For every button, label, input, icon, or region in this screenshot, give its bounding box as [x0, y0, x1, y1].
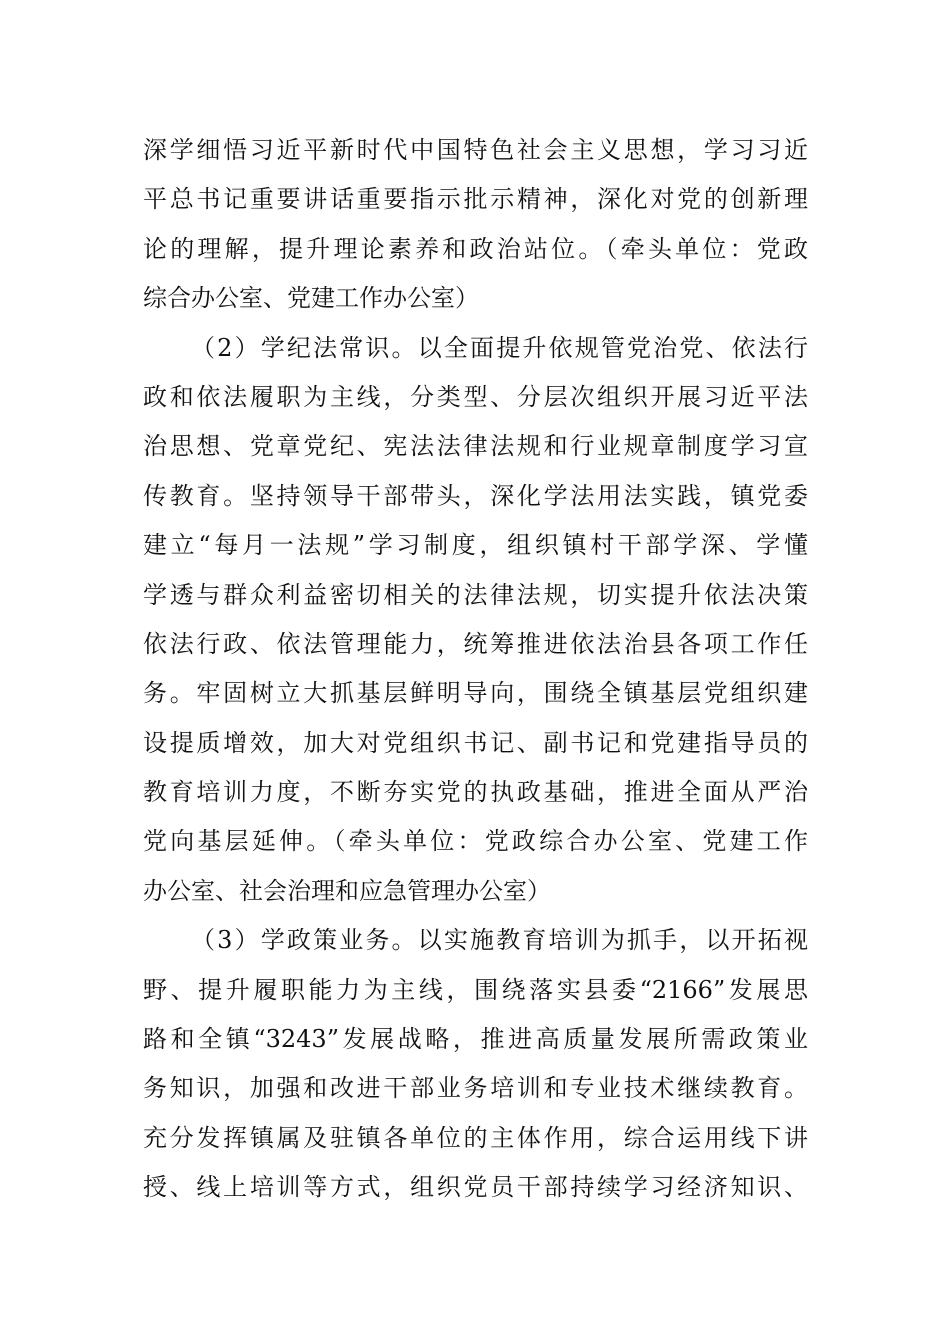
paragraph-line: 平总书记重要讲话重要指示批示精神，深化对党的创新理: [143, 185, 808, 214]
paragraph-line: 治思想、党章党纪、宪法法律法规和行业规章制度学习宣: [143, 432, 808, 461]
paragraph-line: 野、提升履职能力为主线，围绕落实县委“2166”发展思: [143, 975, 808, 1004]
paragraph-line: 传教育。坚持领导干部带头，深化学法用法实践，镇党委: [143, 481, 808, 510]
paragraph-line: 务。牢固树立大抓基层鲜明导向，围绕全镇基层党组织建: [143, 679, 808, 708]
paragraph-line: 学透与群众利益密切相关的法律法规，切实提升依法决策: [143, 580, 808, 609]
paragraph-line: 政和依法履职为主线，分类型、分层次组织开展习近平法: [143, 382, 808, 411]
paragraph-line: 设提质增效，加大对党组织书记、副书记和党建指导员的: [143, 728, 808, 757]
paragraph-line: 建立“每月一法规”学习制度，组织镇村干部学深、学懂: [143, 531, 808, 560]
paragraph-line: 办公室、社会治理和应急管理办公室）: [143, 876, 551, 905]
paragraph-line: 务知识，加强和改进干部业务培训和专业技术继续教育。: [143, 1074, 808, 1103]
paragraph-line: 教育培训力度，不断夯实党的执政基础，推进全面从严治: [143, 778, 808, 807]
paragraph-line: 充分发挥镇属及驻镇各单位的主体作用，综合运用线下讲: [143, 1123, 808, 1152]
paragraph-line: 党向基层延伸。（牵头单位：党政综合办公室、党建工作: [143, 827, 808, 856]
paragraph-line: 论的理解，提升理论素养和政治站位。（牵头单位：党政: [143, 234, 808, 263]
document-body: [143, 126, 808, 1213]
paragraph-line: 路和全镇“3243”发展战略，推进高质量发展所需政策业: [143, 1025, 808, 1054]
paragraph-line: （2）学纪法常识。以全面提升依规管党治党、依法行: [191, 333, 808, 362]
paragraph-line: 依法行政、依法管理能力，统筹推进依法治县各项工作任: [143, 629, 808, 658]
paragraph-line: 授、线上培训等方式，组织党员干部持续学习经济知识、: [143, 1173, 808, 1202]
paragraph-line: 深学细悟习近平新时代中国特色社会主义思想，学习习近: [143, 136, 808, 164]
paragraph-line: （3）学政策业务。以实施教育培训为抓手，以开拓视: [191, 926, 808, 955]
paragraph-line: 综合办公室、党建工作办公室）: [143, 284, 479, 313]
